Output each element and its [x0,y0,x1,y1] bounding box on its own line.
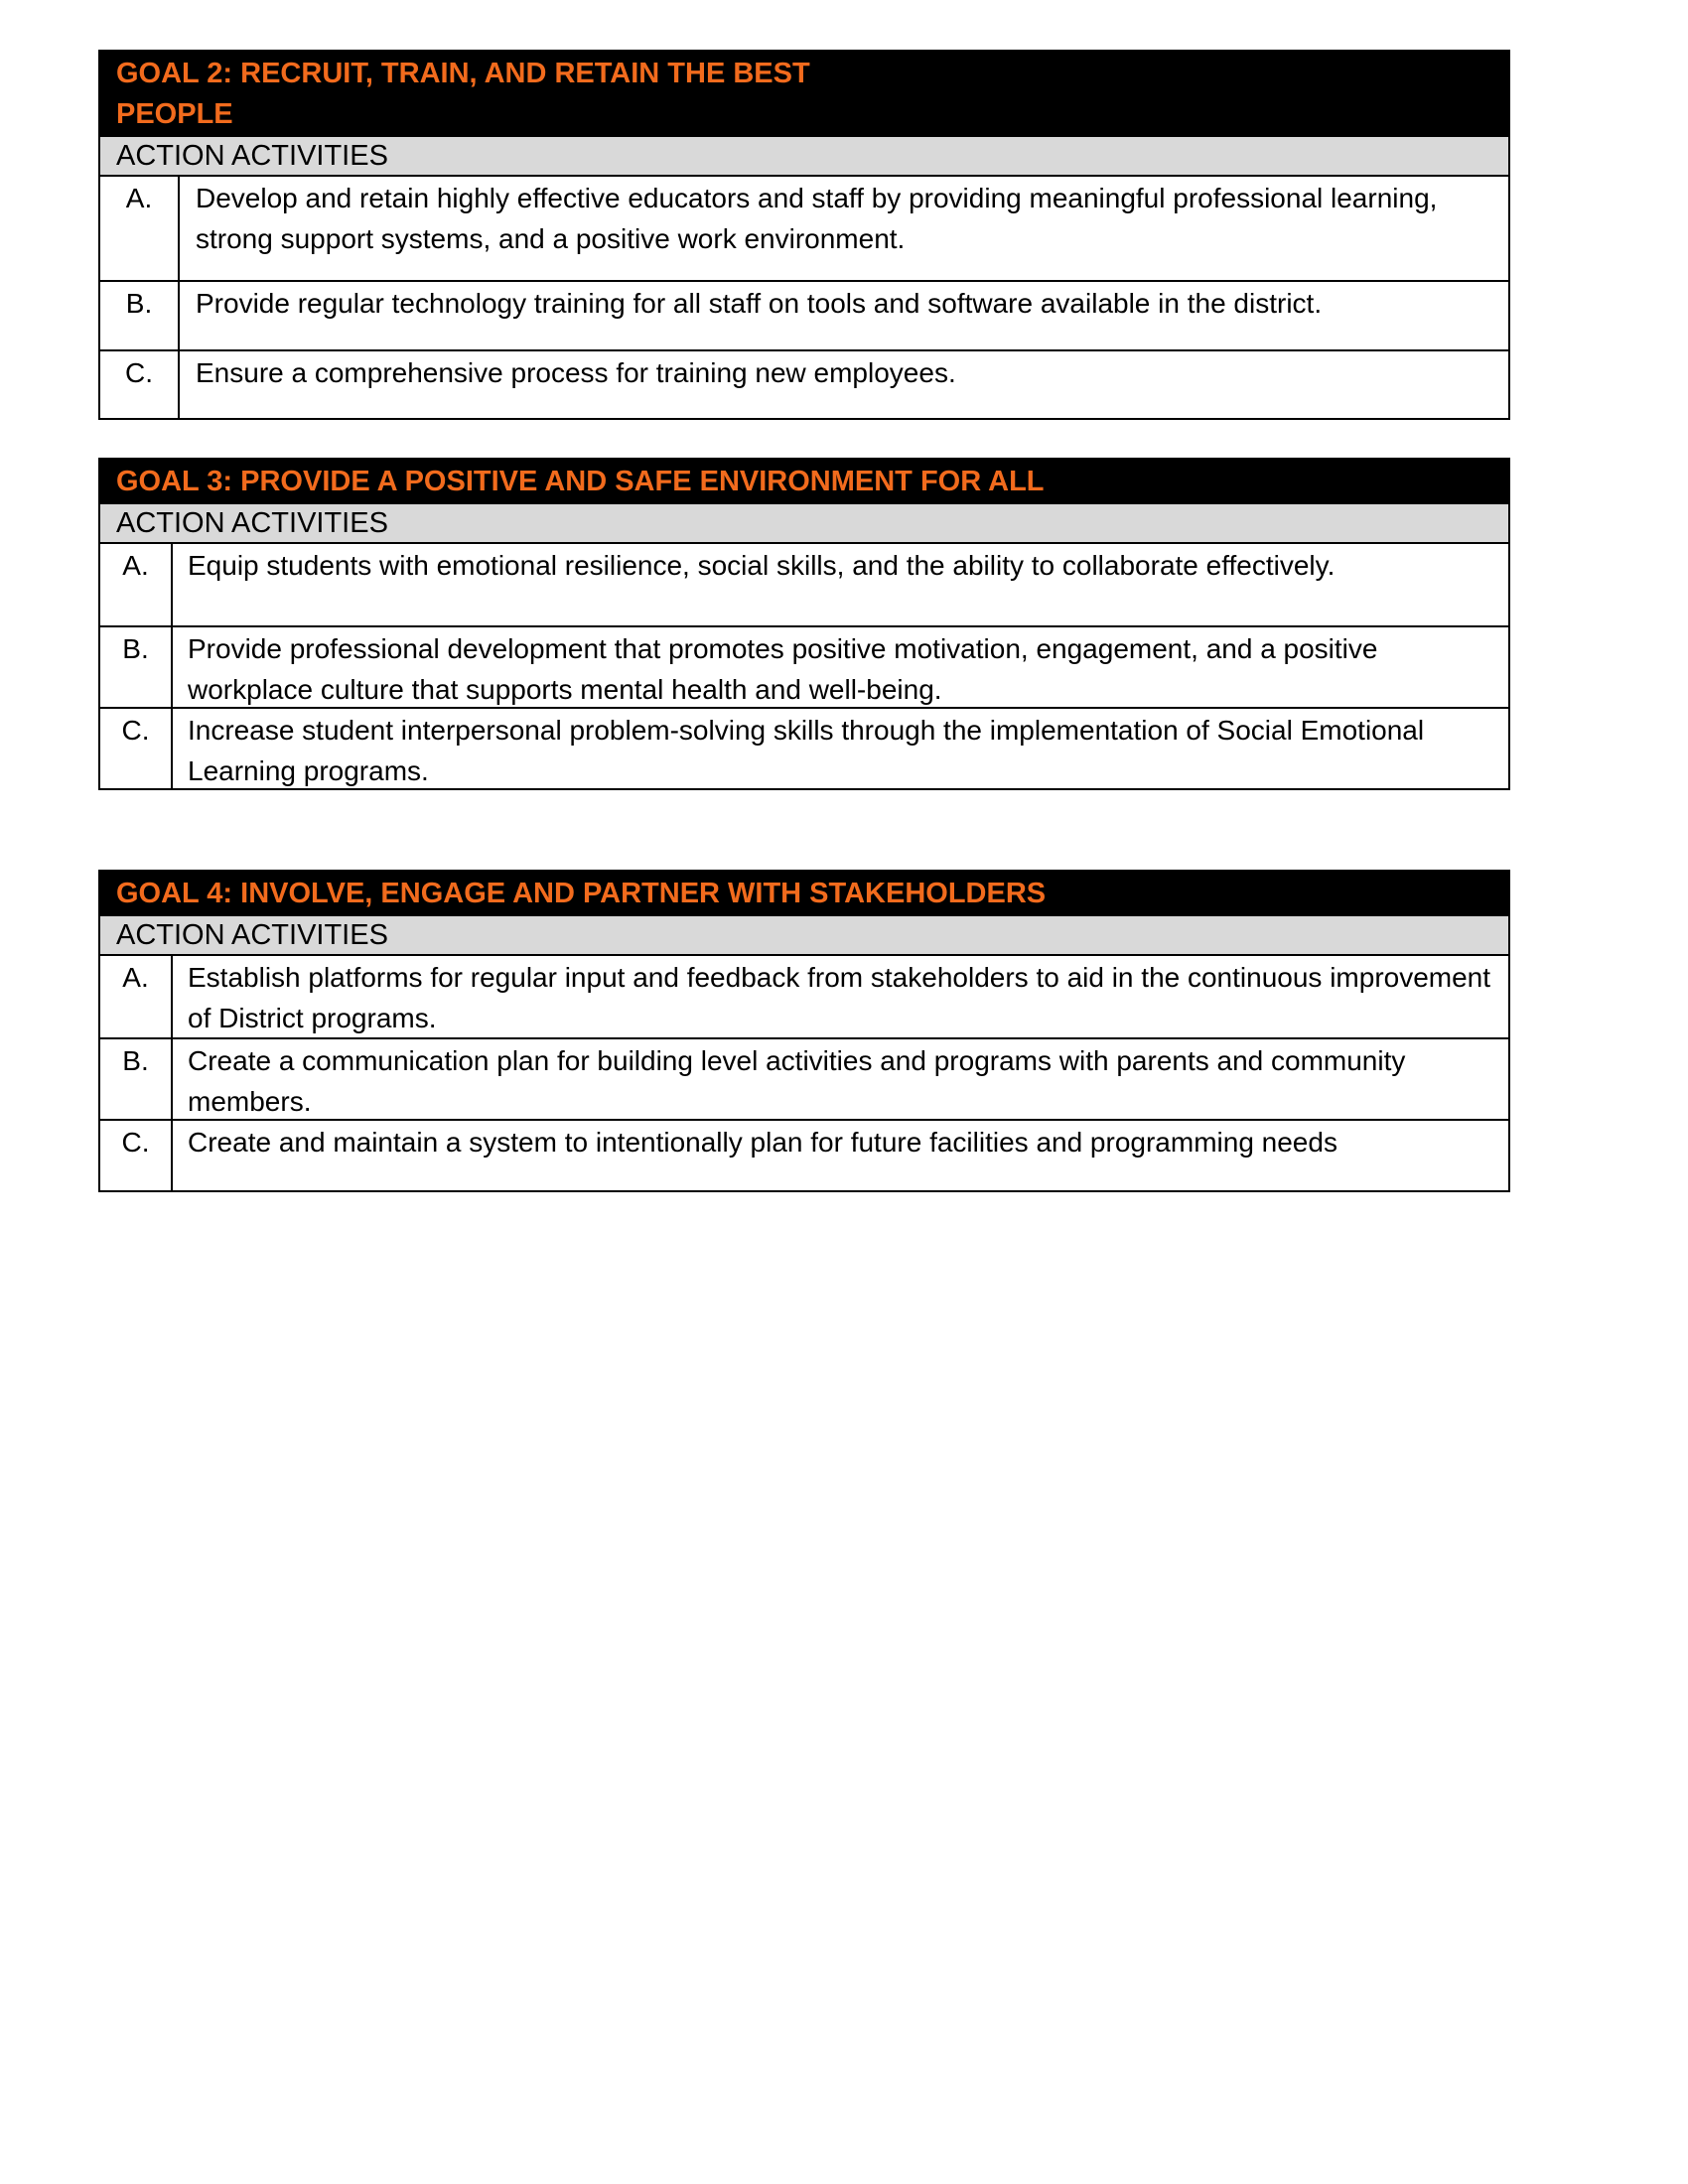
goal-4-action-activities-header: ACTION ACTIVITIES [100,914,1508,956]
goal-2-title: GOAL 2: RECRUIT, TRAIN, AND RETAIN THE BEST PEOPLE [100,52,1508,135]
goal-3-title: GOAL 3: PROVIDE A POSITIVE AND SAFE ENVIRONMENT FOR ALL [100,460,1508,502]
goal-4-activity-row-a [100,956,1508,1037]
activity-text: Create a communication plan for building level activities and programs with parents and community members. [188,1045,1406,1117]
activity-text: Establish platforms for regular input and feedback from stakeholders to aid in the continuous improvement of District programs. [188,962,1491,1033]
activity-text: Develop and retain highly effective educators and staff by providing meaningful professional learning, strong support systems, and a positive work environment. [196,183,1438,254]
activity-letter: C. [100,1121,173,1190]
activity-letter: B. [100,282,180,349]
activity-letter: B. [100,1039,173,1119]
goal-2-activity-row-a [100,177,1508,280]
goal-2-table [98,50,1510,420]
activity-letter: A. [100,956,173,1037]
goal-2-activity-row-b [100,280,1508,349]
activity-letter: A. [100,177,180,280]
activity-text: Create and maintain a system to intentionally plan for future facilities and programming needs [188,1127,1337,1158]
goal-2-activity-row-c [100,349,1508,418]
activity-text: Provide regular technology training for all staff on tools and software available in the district. [196,288,1323,319]
activity-text: Equip students with emotional resilience, social skills, and the ability to collaborate effectively. [188,550,1336,581]
goal-4-table [98,870,1510,1192]
activity-text: Provide professional development that promotes positive motivation, engagement, and a positive workplace culture that supports mental health and well-being. [188,633,1378,705]
goal-3-action-activities-header: ACTION ACTIVITIES [100,502,1508,544]
activity-letter: B. [100,627,173,707]
activity-letter: C. [100,351,180,418]
goal-2-action-activities-header: ACTION ACTIVITIES [100,135,1508,177]
activity-text: Increase student interpersonal problem-solving skills through the implementation of Social Emotional Learning programs. [188,715,1425,786]
activity-text: Ensure a comprehensive process for training new employees. [196,357,956,388]
goal-3-activity-row-b [100,625,1508,707]
activity-letter: C. [100,709,173,788]
activity-letter: A. [100,544,173,625]
goal-3-activity-row-c [100,707,1508,788]
goal-4-activity-row-b [100,1037,1508,1119]
goal-4-title: GOAL 4: INVOLVE, ENGAGE AND PARTNER WITH STAKEHOLDERS [100,872,1508,914]
goal-3-table [98,458,1510,790]
goal-4-activity-row-c [100,1119,1508,1190]
goal-3-activity-row-a [100,544,1508,625]
